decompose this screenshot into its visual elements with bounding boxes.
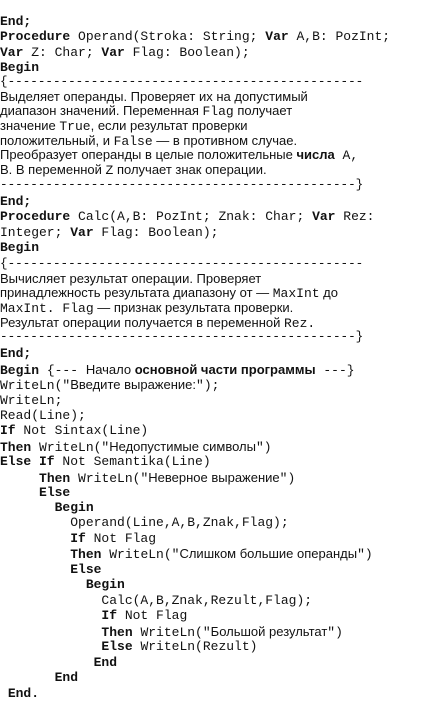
code-token: Operand(Stroka: String; [70,29,266,44]
code-line [0,225,218,241]
code-token [0,608,101,623]
code-token: Z [105,163,114,178]
code-line [0,562,101,578]
code-token: WriteLn(" [70,471,149,486]
code-token: Результат операции получается в переменной [0,315,284,330]
code-line [0,14,31,30]
code-line [0,346,31,362]
code-line [0,593,312,609]
code-token: WriteLn(" [132,625,211,640]
code-token: Rez. [283,316,316,331]
code-token: Вычисляет результат операции. Проверяет [0,271,262,286]
code-token: получает знак операции. [113,162,267,177]
code-token: B. В переменной [0,162,106,177]
code-line [0,256,363,272]
code-token: числа [296,147,335,162]
code-token: Not Semantika(Line) [54,454,211,469]
code-line [0,470,295,486]
code-token: Var [312,209,336,224]
code-token: Begin [85,577,125,592]
code-line [0,74,363,90]
code-token: Введите выражение: [70,377,197,392]
code-token: Begin [54,500,94,515]
code-token: Calc(A,B,Znak,Rezult,Flag); [0,593,313,608]
code-token: Var [101,45,125,60]
code-token: Not Flag [117,608,188,623]
code-token [0,547,70,562]
code-line [0,485,70,501]
code-token [0,500,55,515]
code-token: -----------------------------------------------} [0,177,364,192]
code-line [0,194,31,210]
code-line [0,362,355,378]
code-token: Begin [0,363,40,378]
code-line [0,546,373,562]
code-line [0,515,289,531]
code-token [0,485,39,500]
code-token: Procedure [0,209,71,224]
code-token: ---} [315,363,355,378]
code-token: — в противном случае. [152,133,298,148]
code-line [0,531,156,547]
code-token: Выделяет операнды. Проверяет их на допустимый [0,89,308,104]
code-line [0,670,78,686]
code-token: End [54,670,79,685]
code-token: A, [334,148,359,163]
code-line [0,439,272,455]
code-token: Else [39,485,71,500]
code-line [0,423,148,439]
code-token: {----------------------------------------------- [0,74,364,89]
code-token: Begin [0,240,40,255]
code-token: основной части программы [134,362,316,377]
code-token: "); [196,378,220,393]
code-token: WriteLn(" [101,547,180,562]
code-token: Then [0,440,32,455]
code-line [0,500,94,516]
code-token: False [113,134,153,149]
code-token: Else [101,639,133,654]
code-token [0,562,70,577]
code-line [0,118,248,134]
code-token: значение [0,118,60,133]
code-token: MaxInt. Flag [0,301,94,316]
code-token: Слишком большие операнды [179,546,358,561]
code-token [0,577,86,592]
code-token: {----------------------------------------------- [0,256,364,271]
code-token: Calc(A,B: PozInt; Znak: Char; [70,209,313,224]
code-token: A,B: PozInt; [288,29,391,44]
code-token: положительный, и [0,133,114,148]
code-token: ") [327,625,343,640]
code-token: Rez: [335,209,375,224]
code-line [0,393,62,409]
code-token: WriteLn(" [0,378,71,393]
code-token: Else If [0,454,55,469]
code-token: принадлежность результата диапазону от — [0,285,273,300]
code-line [0,408,86,424]
code-token: Var [265,29,289,44]
code-token: Flag: Boolean); [124,45,250,60]
code-token: ") [255,440,272,455]
code-token: Неверное выражение [148,470,280,485]
code-line [0,329,363,345]
code-token: If [101,608,118,623]
code-token: End; [0,14,32,29]
code-token: If [0,423,16,438]
code-token [0,639,101,654]
code-token: Not Flag [85,531,157,546]
code-token: — признак результата проверки. [93,300,294,315]
code-token: получает [233,103,293,118]
code-token: Flag: Boolean); [93,225,219,240]
code-token: Flag [202,104,234,119]
code-token [0,531,70,546]
code-token: End; [0,346,32,361]
code-line [0,608,187,624]
code-line [0,177,363,193]
code-token: End; [0,194,32,209]
code-token: True [59,119,91,134]
code-token: ") [357,547,373,562]
code-token: WriteLn; [0,393,63,408]
code-token: Then [39,471,71,486]
code-token: Var [70,225,94,240]
code-token: Начало [85,362,135,377]
code-token [0,625,101,640]
code-line [0,147,358,163]
code-token: End [93,655,118,670]
code-token: Begin [0,60,40,75]
code-line [0,162,267,178]
code-line [0,577,125,593]
code-line [0,686,39,702]
code-token: Z: Char; [23,45,102,60]
code-token: Var [0,45,24,60]
code-line [0,29,390,45]
code-token: Then [101,625,133,640]
code-token [0,655,94,670]
code-token: Read(Line); [0,408,86,423]
code-token: Integer; [0,225,71,240]
code-token: {--- [39,363,86,378]
code-token: Procedure [0,29,71,44]
code-token [0,670,55,685]
code-token: , если результат проверки [90,118,248,133]
code-line [0,45,250,61]
code-token [0,471,39,486]
code-line [0,377,219,393]
code-token: WriteLn(Rezult) [132,639,258,654]
code-line [0,209,374,225]
code-token: Operand(Line,A,B,Znak,Flag); [0,515,289,530]
code-token: Not Sintax(Line) [15,423,149,438]
code-line [0,240,39,256]
code-token: If [70,531,86,546]
code-token: Then [70,547,102,562]
code-token: MaxInt [272,286,320,301]
code-line [0,103,292,119]
code-token: Большой результат [210,624,328,639]
code-token: Недопустимые символы [109,439,256,454]
code-line [0,624,343,640]
code-token: End. [7,686,40,701]
code-line [0,300,293,316]
code-line [0,655,117,671]
code-line [0,639,257,655]
code-token: диапазон значений. Переменная [0,103,203,118]
code-token: ") [279,471,296,486]
code-line [0,285,338,301]
code-token: Преобразует операнды в целые положительные [0,147,297,162]
code-token: Else [70,562,102,577]
code-line [0,454,211,470]
code-token [0,686,8,701]
code-token: -----------------------------------------------} [0,329,364,344]
code-token: WriteLn(" [31,440,110,455]
code-token: до [319,285,338,300]
